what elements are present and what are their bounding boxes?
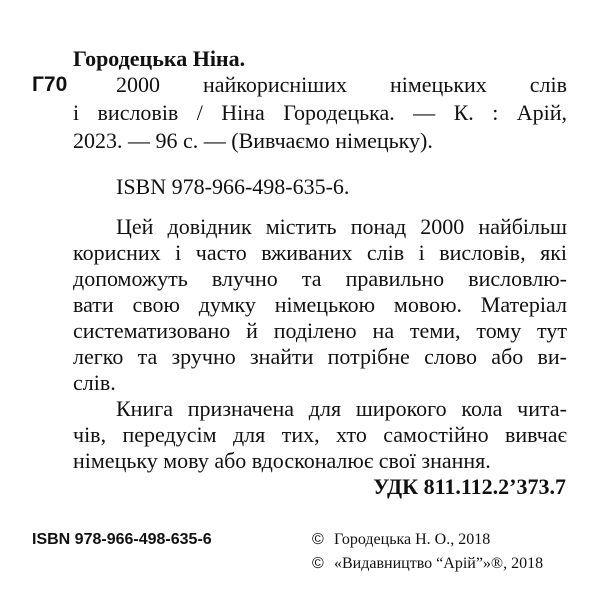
annotation-line: німецьку мову або вдосконалює свої знання. [73, 448, 491, 473]
annotation-line: чів, передусім для тих, хто самостійно вивчає [73, 422, 567, 447]
copyright-author-line [312, 530, 490, 550]
author-heading: Городецька Ніна. [73, 46, 246, 71]
copyright-icon: © [312, 555, 324, 572]
footer-isbn: ISBN 978-966-498-635-6 [32, 531, 212, 548]
annotation-line: Цей довідник містить понад 2000 найбільш [116, 214, 567, 239]
annotation-line: Книга призначена для широкого кола чита- [116, 396, 567, 421]
annotation-line: вати свою думку німецькою мовою. Матеріал [73, 292, 567, 317]
annotation-line: слів. [73, 370, 116, 395]
copyright-publisher: «Видавництво “Арій”»®, 2018 [334, 555, 544, 572]
annotation-line: систематизовано й поділено на теми, тому тут [73, 318, 567, 343]
classification-mark: Г70 [32, 73, 68, 96]
annotation-line: корисних і часто вживаних слів і висловів, які [73, 240, 567, 265]
copyright-publisher-line [312, 554, 543, 574]
annotation-line: легко та зручно знайти потрібне слово або ви- [73, 344, 567, 369]
isbn-line: ISBN 978-966-498-635-6. [116, 174, 350, 199]
copyright-author: Городецька Н. О., 2018 [334, 531, 491, 548]
bibliographic-line-1: 2000 найкорисніших німецьких слів [116, 72, 567, 97]
annotation-line: допоможуть влучно та правильно висловлю- [73, 266, 567, 291]
udc-code: УДК 811.112.2’373.7 [373, 474, 566, 499]
bibliographic-line-2: і висловів / Ніна Городецька. — К. : Арій, [73, 100, 567, 125]
bibliographic-line-3: 2023. — 96 с. — (Вивчаємо німецьку). [73, 128, 433, 153]
copyright-icon: © [312, 531, 324, 548]
